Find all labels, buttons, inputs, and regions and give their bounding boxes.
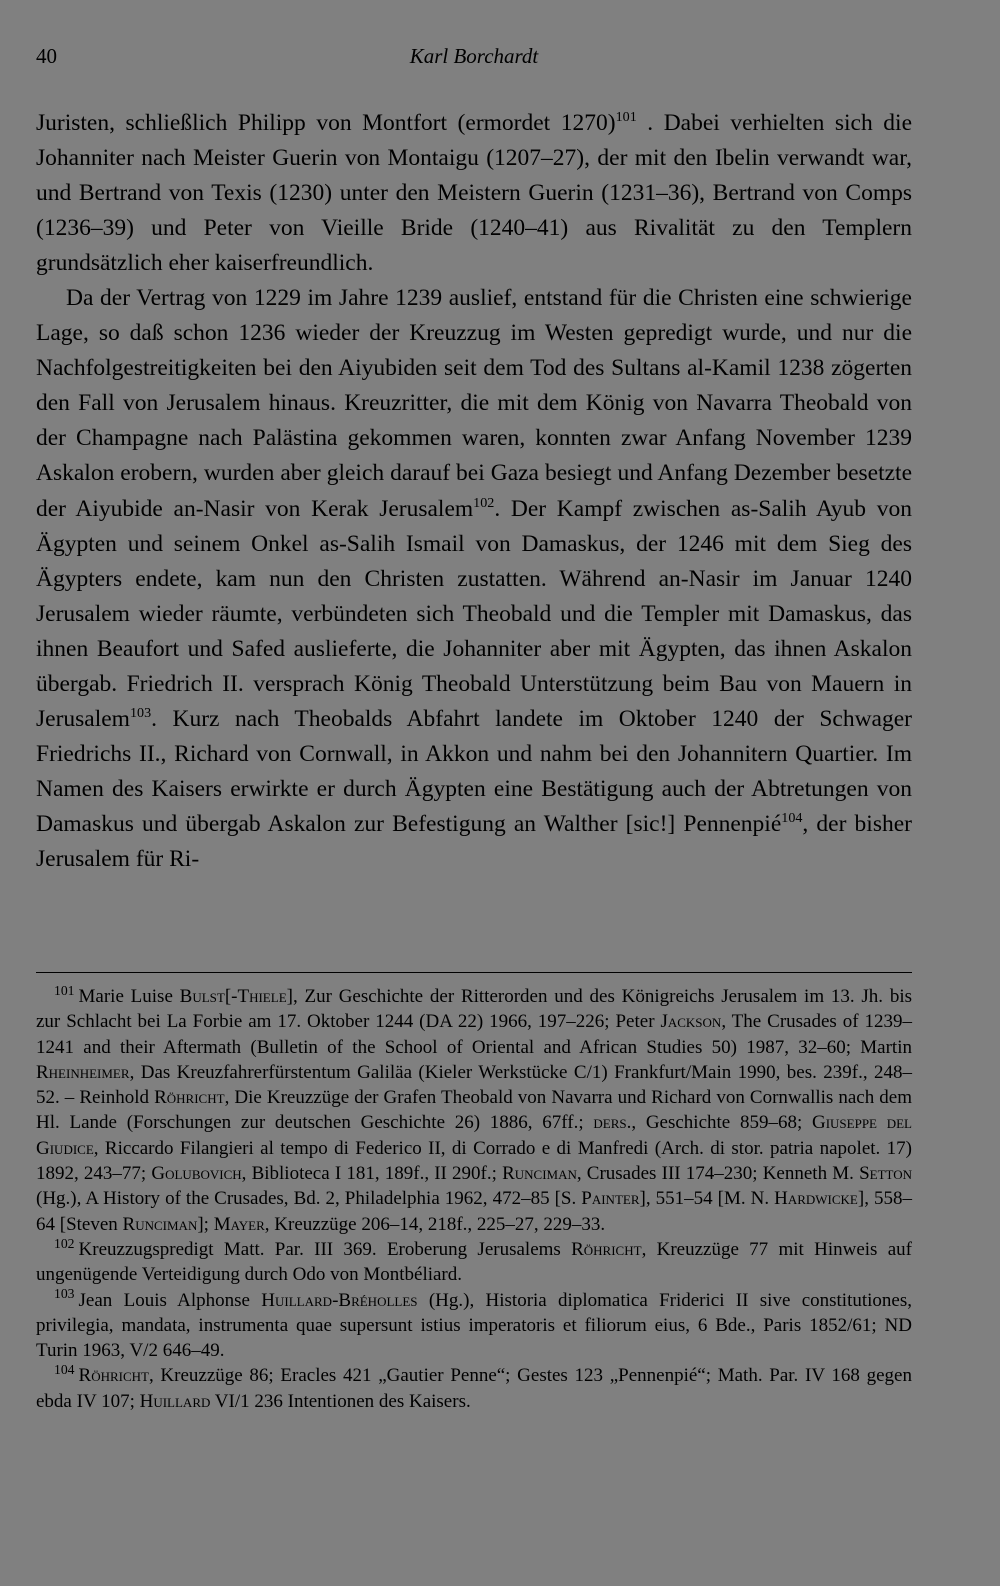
text-run: , The Crusades of 1239–1241 and their Aftermath (Bulletin of the School of Oriental and African Studies 50) 1987, 32–60; Martin [36,1011,912,1058]
text-run: . Kurz nach Theobalds Abfahrt landete im Oktober 1240 der Schwager Friedrichs II., Richard von Cornwall, in Akkon und nahm bei den Johannitern Quartier. Im Namen des Kaisers erwirkte er durch Ägypten eine Bestätigung auch der Abtretungen von Damaskus und übergab Askalon zur Befestigung an Walther [sic!] Pennenpié [36,705,912,837]
page-number: 40 [36,44,57,68]
author-name: Mayer [213,1213,265,1235]
text-run: VI/1 236 Intentionen des Kaisers. [210,1390,471,1412]
footnote-104 [36,1363,912,1414]
text-run: , Das Kreuzfahrerfürstentum Galiläa (Kieler Werkstücke C/1) Frankfurt/Main 1990, bes. 239f., 248–52. – Reinhold [36,1061,912,1109]
text-run: Jean Louis Alphonse [78,1289,262,1311]
author-name: Runciman [122,1213,198,1235]
footnote-number: 102 [54,1235,75,1251]
text-run: , Crusades III 174–230; Kenneth M. [576,1163,860,1185]
text-run: , Kreuzzüge 206–14, 218f., 225–27, 229–33. [264,1213,606,1235]
text-run: . Dabei verhielten sich die Johanniter nach Meister Guerin von Montaigu (1207–27), der mit den Ibelin verwandt war, und Bertrand von Texis (1230) unter den Meistern Guerin (1231–36), Bertrand von Comps (1236–39) und Peter von Vieille Bride (1240–41) aus Rivalität zu den Templern grundsätzlich eher kaiserfreundlich. [36,110,913,277]
footnote-reference: 101 [615,109,637,126]
text-run: ]; [197,1213,214,1235]
text-run: ], 551–54 [M. N. [639,1188,775,1210]
footnote-reference: 102 [473,494,495,511]
author-name: Röhricht [571,1238,642,1260]
text-run: . Der Kampf zwischen as-Salih Ayub von Ägypten und seinem Onkel as-Salih Ismail von Damaskus, der 1246 mit dem Sieg des Ägypters endete, kam nun den Christen zustatten. Während an-Nasir im Januar 1240 Jerusalem wieder räumte, verbündeten sich Theobald und die Templer mit Damaskus, das ihnen Beaufort und Safed auslieferte, die Johanniter aber mit Ägypten, das ihnen Askalon übergab. Friedrich II. versprach König Theobald Unterstützung beim Bau von Mauern in Jerusalem [36,495,912,732]
text-run: , der bisher Jerusalem für Ri- [36,810,912,872]
author-name: Huillard [139,1390,211,1412]
text-run: Marie Luise [78,986,180,1007]
text-run: , Geschichte 859–68; [631,1112,812,1134]
text-run: , Die Kreuzzüge der Grafen Theobald von Navarra und Richard von Cornwallis nach dem Hl. Lande (Forschungen zur deutschen Geschichte 26) 1886, 67ff.; [36,1087,913,1134]
text-run: , Biblioteca I 181, 189f., II 290f.; [241,1163,503,1185]
text-run: , Kreuzzüge 77 mit Hinweis auf ungenügende Verteidigung durch Odo von Montbéliard. [36,1238,912,1286]
paragraph [36,106,912,281]
footnote-number: 103 [54,1286,75,1302]
author-name: Röhricht [154,1087,225,1109]
author-name: Huillard-Bréholles [261,1289,418,1311]
author-name: Giuseppe del Giudice [36,1112,912,1159]
footnote-number: 104 [54,1362,75,1378]
footnote-reference: 104 [781,810,803,827]
text-run: ], 558–64 [Steven [36,1188,912,1235]
text-run: , Kreuzzüge 86; Eracles 421 „Gautier Penne“; Gestes 123 „Pennenpié“; Math. Par. IV 168 gegen ebda IV 107; [36,1365,912,1412]
text-run: Da der Vertrag von 1229 im Jahre 1239 auslief, entstand für die Christen eine schwierige Lage, so daß schon 1236 wieder der Kreuzzug im Westen gepredigt wurde, und nur die Nachfolgestreitigkeiten bei den Aiyubiden seit dem Tod des Sultans al-Kamil 1238 zögerten den Fall von Jerusalem hinaus. Kreuzritter, die mit dem König von Navarra Theobald von der Champagne nach Palästina gekommen waren, konnten zwar Anfang November 1239 Askalon erobern, wurden aber gleich darauf bei Gaza besiegt und Anfang Dezember besetzte der Aiyubide an-Nasir von Kerak Jerusalem [36,285,912,522]
author-name: Runciman [502,1163,577,1185]
author-name: Hardwicke [774,1188,858,1210]
main-text [36,106,912,877]
text-run: (Hg.), Historia diplomatica Friderici II sive constitutiones, privilegia, mandata, instrumenta quae supersunt istius imperatoris et filiorum eius, 6 Bde., Paris 1852/61; ND Turin 1963, V/2 646–49. [36,1289,912,1362]
text-run: Kreuzzugspredigt Matt. Par. III 369. Eroberung Jerusalems [78,1238,572,1260]
footnote-reference: 103 [129,704,152,721]
footnote-number: 101 [54,982,75,998]
text-run: (Hg.), A History of the Crusades, Bd. 2, Philadelphia 1962, 472–85 [S. [36,1188,582,1210]
text-run: Juristen, schließlich Philipp von Montfort (ermordet 1270) [36,110,616,136]
footnote-103 [36,1288,912,1364]
running-title: Karl Borchardt [409,44,539,68]
text-run: , Riccardo Filangieri al tempo di Federico II, di Corrado e di Manfredi (Arch. di stor. patria napolet. 17) 1892, 243–77; [36,1137,912,1185]
author-name: ders. [593,1112,632,1134]
running-head [36,44,912,78]
footnotes [36,984,912,1414]
footnote-101 [36,984,912,1237]
author-name: Painter [581,1188,640,1210]
author-name: Rheinheimer [36,1061,130,1083]
author-name: Golubovich [151,1163,242,1185]
author-name: Setton [859,1163,912,1185]
footnote-separator [36,972,912,973]
author-name: Röhricht [78,1365,149,1387]
paragraph [36,281,912,877]
book-page [36,44,913,1412]
text-run: , Zur Geschichte der Ritterorden und des Königreichs Jerusalem im 13. Jh. bis zur Schlacht bei La Forbie am 17. Oktober 1244 (DA 22) 1966, 197–226; Peter [36,986,912,1033]
author-name: Bulst[-Thiele] [179,986,293,1007]
footnote-102 [36,1237,912,1288]
author-name: Jackson [660,1011,722,1033]
